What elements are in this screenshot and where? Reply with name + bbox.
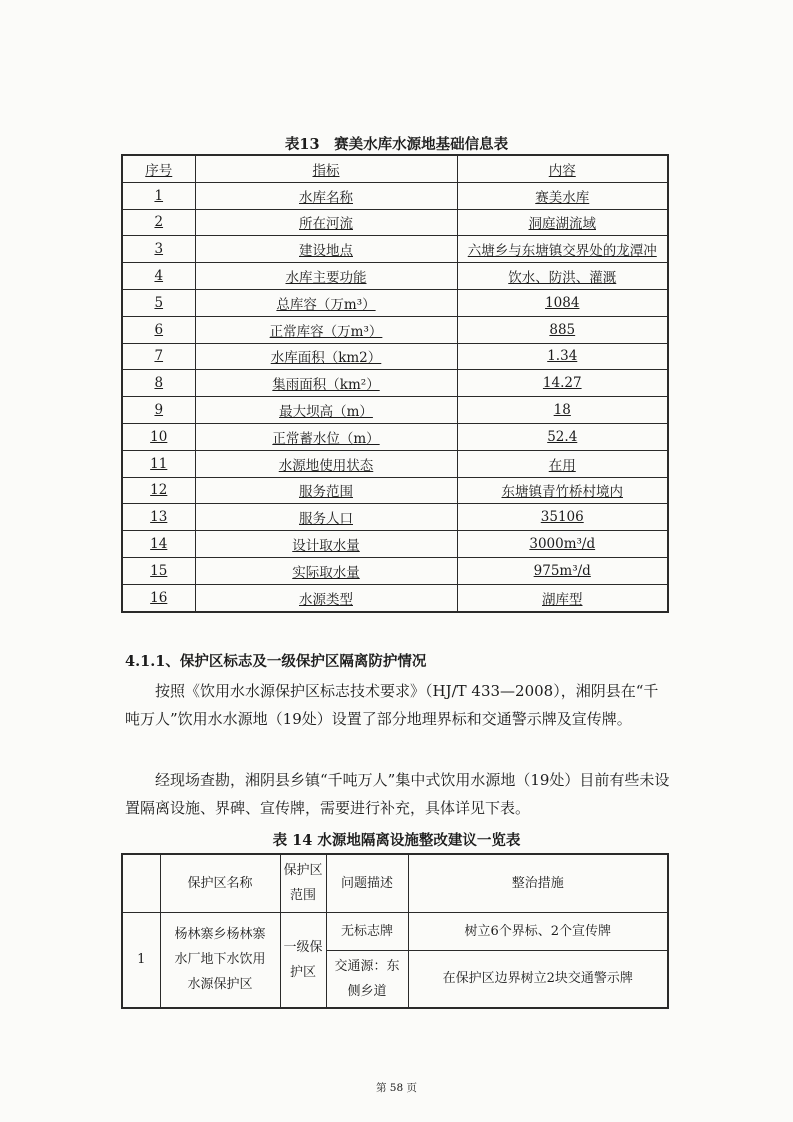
issue-cell-1: 无标志牌 (326, 912, 408, 950)
row-number: 1 (122, 912, 160, 1008)
indicator-cell: 最大坝高（m） (195, 397, 457, 424)
indicator-cell: 水库名称 (195, 182, 457, 209)
row-index-cell: 5 (122, 289, 195, 316)
indicator-cell: 设计取水量 (195, 531, 457, 558)
content-cell: 975m³/d (457, 557, 668, 584)
table-row (122, 370, 668, 397)
header-content: 内容 (457, 155, 668, 182)
table-row (122, 504, 668, 531)
table-row (122, 584, 668, 611)
indicator-cell: 集雨面积（km²） (195, 370, 457, 397)
table-row (122, 182, 668, 209)
content-cell: 3000m³/d (457, 531, 668, 558)
row-index-cell: 1 (122, 182, 195, 209)
content-cell: 赛美水库 (457, 182, 668, 209)
paragraph-1: 按照《饮用水水源保护区标志技术要求》（HJ/T 433—2008），湘阴县在“千吨万人”饮用水水源地（19处）设置了部分地理界标和交通警示牌及宣传牌。 (125, 682, 659, 728)
row-index-cell: 11 (122, 450, 195, 477)
area-scope-cell: 一级保护区 (280, 912, 326, 1008)
content-cell: 饮水、防洪、灌溉 (457, 263, 668, 290)
table-row (122, 289, 668, 316)
section-heading: 4.1.1、保护区标志及一级保护区隔离防护情况 (125, 653, 427, 670)
header-measure: 整治措施 (408, 854, 668, 912)
content-cell: 18 (457, 397, 668, 424)
table-row (122, 236, 668, 263)
table-header-row (122, 854, 668, 912)
indicator-cell: 正常蓄水位（m） (195, 423, 457, 450)
row-index-cell: 2 (122, 209, 195, 236)
header-indicator: 指标 (195, 155, 457, 182)
indicator-cell: 实际取水量 (195, 557, 457, 584)
table-row (122, 316, 668, 343)
paragraph-2: 经现场查勘，湘阴县乡镇“千吨万人”集中式饮用水源地（19处）目前有些未设置隔离设施、界碑、宣传牌，需要进行补充，具体详见下表。 (125, 771, 670, 817)
content-cell: 1084 (457, 289, 668, 316)
indicator-cell: 服务人口 (195, 504, 457, 531)
header-number (122, 854, 160, 912)
indicator-cell: 所在河流 (195, 209, 457, 236)
content-cell: 1.34 (457, 343, 668, 370)
content-cell: 湖库型 (457, 584, 668, 611)
header-index: 序号 (122, 155, 195, 182)
indicator-cell: 正常库容（万m³） (195, 316, 457, 343)
row-index-cell: 10 (122, 423, 195, 450)
content-cell: 885 (457, 316, 668, 343)
table-row (122, 209, 668, 236)
content-cell: 52.4 (457, 423, 668, 450)
table14-title: 表 14 水源地隔离设施整改建议一览表 (272, 832, 521, 849)
content-cell: 在用 (457, 450, 668, 477)
issue-cell-2: 交通源：东侧乡道 (326, 950, 408, 1008)
rectification-table (121, 853, 669, 1009)
indicator-cell: 水源类型 (195, 584, 457, 611)
row-index-cell: 7 (122, 343, 195, 370)
table-row (122, 557, 668, 584)
row-index-cell: 3 (122, 236, 195, 263)
measure-cell-1: 树立6个界标、2个宣传牌 (408, 912, 668, 950)
row-index-cell: 6 (122, 316, 195, 343)
table-row (122, 423, 668, 450)
indicator-cell: 总库容（万m³） (195, 289, 457, 316)
row-index-cell: 16 (122, 584, 195, 611)
content-cell: 洞庭湖流域 (457, 209, 668, 236)
row-index-cell: 8 (122, 370, 195, 397)
table-row (122, 912, 668, 950)
row-index-cell: 13 (122, 504, 195, 531)
measure-cell-2: 在保护区边界树立2块交通警示牌 (408, 950, 668, 1008)
table-row (122, 263, 668, 290)
indicator-cell: 水库主要功能 (195, 263, 457, 290)
row-index-cell: 9 (122, 397, 195, 424)
table-row (122, 397, 668, 424)
table13-title: 表13 赛美水库水源地基础信息表 (284, 136, 509, 153)
indicator-cell: 水源地使用状态 (195, 450, 457, 477)
content-cell: 14.27 (457, 370, 668, 397)
row-index-cell: 4 (122, 263, 195, 290)
header-area-scope: 保护区范围 (280, 854, 326, 912)
indicator-cell: 水库面积（km2） (195, 343, 457, 370)
reservoir-info-table-body (122, 155, 668, 612)
table-row (122, 531, 668, 558)
indicator-cell: 建设地点 (195, 236, 457, 263)
table-row (122, 450, 668, 477)
row-index-cell: 14 (122, 531, 195, 558)
table-row (122, 343, 668, 370)
content-cell: 东塘镇青竹桥村境内 (457, 477, 668, 504)
table-row (122, 477, 668, 504)
row-index-cell: 12 (122, 477, 195, 504)
reservoir-info-table (121, 154, 669, 613)
header-area-name: 保护区名称 (160, 854, 280, 912)
area-name-cell: 杨林寨乡杨林寨水厂地下水饮用水源保护区 (160, 912, 280, 1008)
indicator-cell: 服务范围 (195, 477, 457, 504)
content-cell: 六塘乡与东塘镇交界处的龙潭冲 (457, 236, 668, 263)
content-cell: 35106 (457, 504, 668, 531)
row-index-cell: 15 (122, 557, 195, 584)
page-number: 第 58 页 (375, 1082, 418, 1094)
header-issue: 问题描述 (326, 854, 408, 912)
table-header-row (122, 155, 668, 182)
